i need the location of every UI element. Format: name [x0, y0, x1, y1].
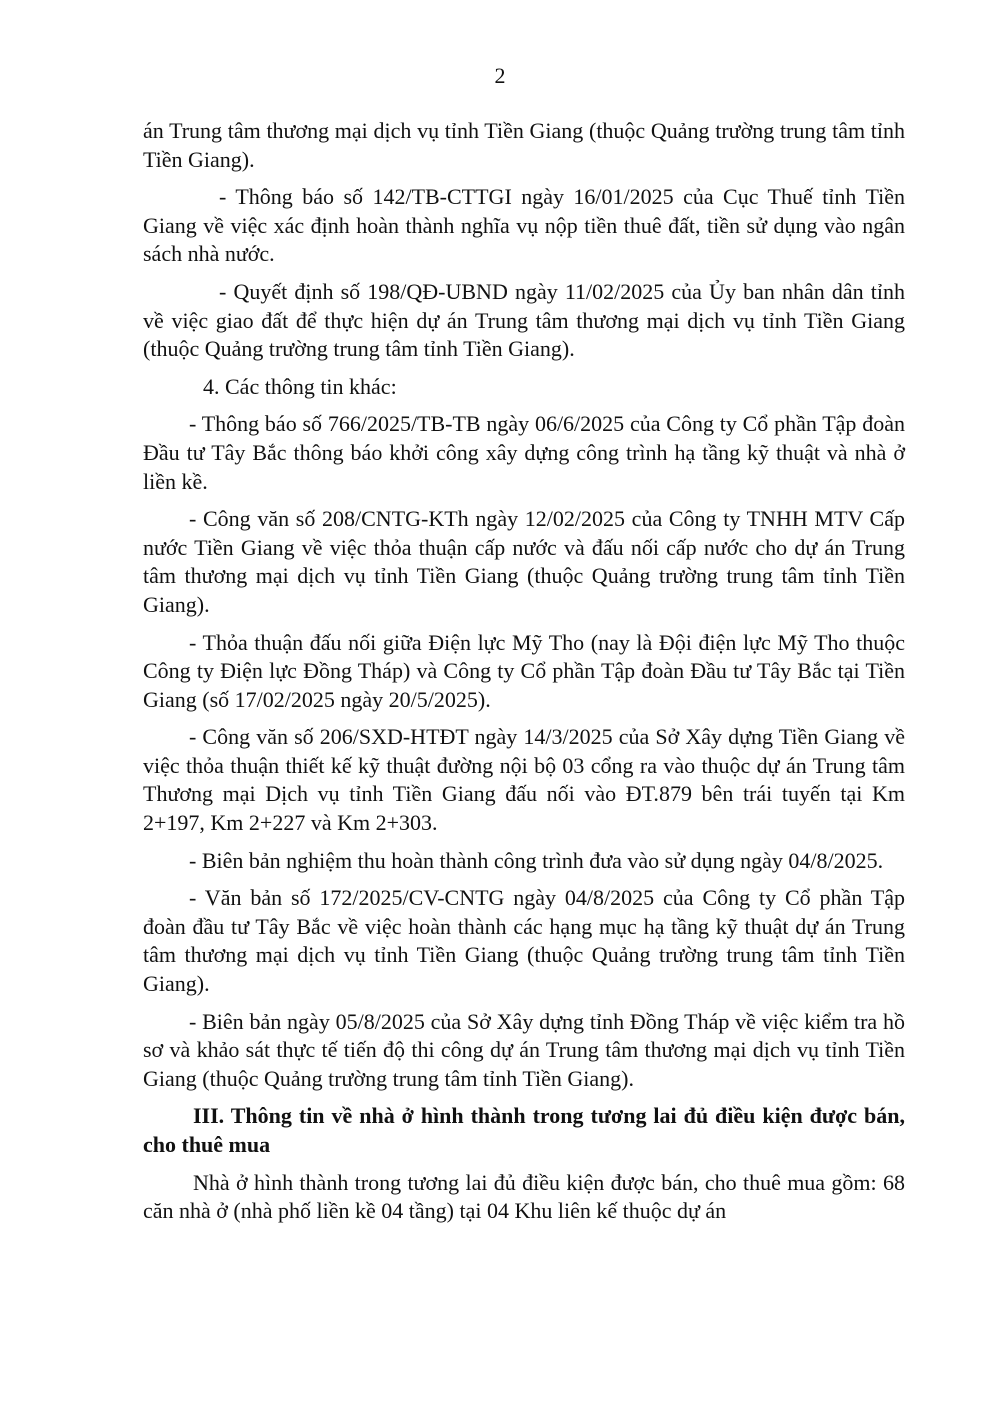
paragraph-electricity-agreement: - Thỏa thuận đấu nối giữa Điện lực Mỹ Tho (nay là Đội điện lực Mỹ Tho thuộc Công ty Điện lực Đồng Tháp) và Công ty Cổ phần Tập đoàn Đầu tư Tây Bắc tại Tiền Giang (số 17/02/2025 ngày 20/5/2025). [143, 629, 905, 712]
paragraph-land-decision: - Quyết định số 198/QĐ-UBND ngày 11/02/2025 của Ủy ban nhân dân tỉnh về việc giao đất để thực hiện dự án Trung tâm thương mại dịch vụ tỉnh Tiền Giang (thuộc Quảng trường trung tâm tỉnh Tiền Giang). [143, 278, 905, 362]
paragraph-acceptance-record: - Biên bản nghiệm thu hoàn thành công trình đưa vào sử dụng ngày 04/8/2025. [189, 847, 884, 873]
paragraph-continuation: án Trung tâm thương mại dịch vụ tỉnh Tiền Giang (thuộc Quảng trường trung tâm tỉnh Tiền Giang). [143, 118, 905, 172]
page-number: 2 [494, 63, 506, 88]
subsection-other-info: 4. Các thông tin khác: [203, 373, 397, 399]
section-heading: III. Thông tin về nhà ở hình thành trong tương lai đủ điều kiện được bán, cho thuê mua [143, 1103, 905, 1157]
paragraph-inspection-record: - Biên bản ngày 05/8/2025 của Sở Xây dựng tỉnh Đồng Tháp về việc kiểm tra hồ sơ và khảo sát thực tế tiến độ thi công dự án Trung tâm thương mại dịch vụ tỉnh Tiền Giang (thuộc Quảng trường trung tâm tỉnh Tiền Giang). [143, 1008, 905, 1091]
document-body [143, 117, 905, 1235]
paragraph-water-supply: - Công văn số 208/CNTG-KTh ngày 12/02/2025 của Công ty TNHH MTV Cấp nước Tiền Giang về việc thỏa thuận cấp nước và đấu nối cấp nước cho dự án Trung tâm thương mại dịch vụ tỉnh Tiền Giang (thuộc Quảng trường trung tâm tỉnh Tiền Giang). [143, 506, 905, 617]
paragraph-infrastructure-completion: - Văn bản số 172/2025/CV-CNTG ngày 04/8/2025 của Công ty Cổ phần Tập đoàn đầu tư Tây Bắc về việc hoàn thành các hạng mục hạ tầng kỹ thuật dự án Trung tâm thương mại dịch vụ tỉnh Tiền Giang (thuộc Quảng trường trung tâm tỉnh Tiền Giang). [143, 885, 905, 997]
paragraph-construction-notice: - Thông báo số 766/2025/TB-TB ngày 06/6/2025 của Công ty Cổ phần Tập đoàn Đầu tư Tây Bắc thông báo khởi công xây dựng công trình hạ tầng kỹ thuật và nhà ở liền kề. [143, 411, 905, 494]
section-paragraph: Nhà ở hình thành trong tương lai đủ điều kiện được bán, cho thuê mua gồm: 68 căn nhà ở (nhà phố liền kề 04 tầng) tại 04 Khu liên kế thuộc dự án [143, 1169, 905, 1224]
paragraph-tax-notice: - Thông báo số 142/TB-CTTGI ngày 16/01/2025 của Cục Thuế tỉnh Tiền Giang về việc xác định hoàn thành nghĩa vụ nộp tiền thuê đất, tiền sử dụng vào ngân sách nhà nước. [143, 184, 905, 267]
paragraph-road-design: - Công văn số 206/SXD-HTĐT ngày 14/3/2025 của Sở Xây dựng Tiền Giang về việc thỏa thuận thiết kế kỹ thuật đường nội bộ 03 cổng ra vào thuộc dự án Trung tâm Thương mại Dịch vụ tỉnh Tiền Giang đấu nối vào ĐT.879 bên trái tuyến tại Km 2+197, Km 2+227 và Km 2+303. [143, 724, 905, 836]
